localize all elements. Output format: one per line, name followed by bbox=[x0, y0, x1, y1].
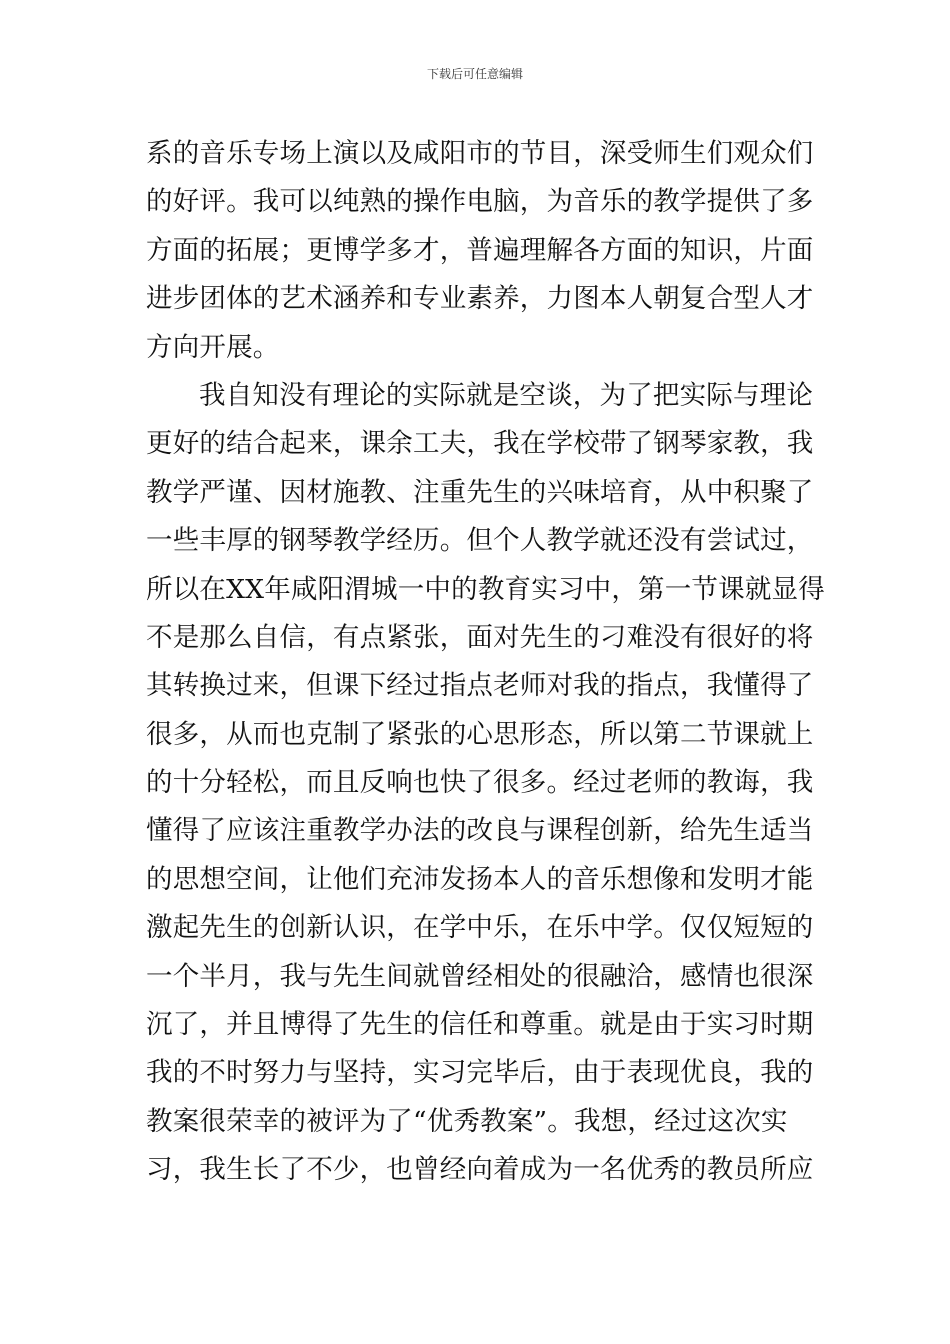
text-line: 方向开展。 bbox=[146, 331, 280, 363]
text-line: 一个半月，我与先生间就曾经相处的很融洽，感情也很深 bbox=[146, 960, 814, 992]
text-line: 激起先生的创新认识，在学中乐，在乐中学。仅仅短短的 bbox=[146, 912, 814, 944]
text-line: 进步团体的艺术涵养和专业素养，力图本人朝复合型人才 bbox=[146, 283, 814, 315]
text-line: 更好的结合起来，课余工夫，我在学校带了钢琴家教，我 bbox=[146, 428, 814, 460]
text-line: 系的音乐专场上演以及咸阳市的节目，深受师生们观众们 bbox=[146, 138, 814, 169]
paragraph-first-line: 我自知没有理论的实际就是空谈，为了把实际与理论 bbox=[199, 379, 814, 411]
text-line: 的十分轻松，而且反响也快了很多。经过老师的教诲，我 bbox=[146, 767, 814, 799]
text-line: 沉了，并且博得了先生的信任和尊重。就是由于实习时期 bbox=[146, 1009, 814, 1041]
text-line: 不是那么自信，有点紧张，面对先生的刁难没有很好的将 bbox=[146, 621, 814, 653]
text-line: 的思想空间，让他们充沛发扬本人的音乐想像和发明才能 bbox=[146, 863, 814, 895]
text-line: 一些丰厚的钢琴教学经历。但个人教学就还没有尝试过， bbox=[146, 525, 814, 557]
page-header: 下载后可任意编辑 bbox=[426, 67, 523, 81]
text-line: 所以在XX年咸阳渭城一中的教育实习中，第一节课就显得 bbox=[146, 573, 825, 605]
body-text bbox=[146, 130, 825, 1195]
text-line: 教案很荣幸的被评为了“优秀教案”。我想，经过这次实 bbox=[146, 1105, 788, 1137]
text-line: 很多，从而也克制了紧张的心思形态，所以第二节课就上 bbox=[146, 718, 814, 750]
text-line: 其转换过来，但课下经过指点老师对我的指点，我懂得了 bbox=[146, 670, 814, 702]
text-line: 懂得了应该注重教学办法的改良与课程创新，给先生适当 bbox=[146, 815, 814, 847]
text-line: 方面的拓展；更博学多才，普遍理解各方面的知识，片面 bbox=[146, 234, 814, 266]
text-line: 习，我生长了不少，也曾经向着成为一名优秀的教员所应 bbox=[146, 1154, 814, 1186]
text-line: 我的不时努力与坚持，实习完毕后，由于表现优良，我的 bbox=[146, 1057, 814, 1089]
text-line: 的好评。我可以纯熟的操作电脑，为音乐的教学提供了多 bbox=[146, 186, 814, 218]
text-line: 教学严谨、因材施教、注重先生的兴味培育，从中积聚了 bbox=[146, 476, 814, 508]
